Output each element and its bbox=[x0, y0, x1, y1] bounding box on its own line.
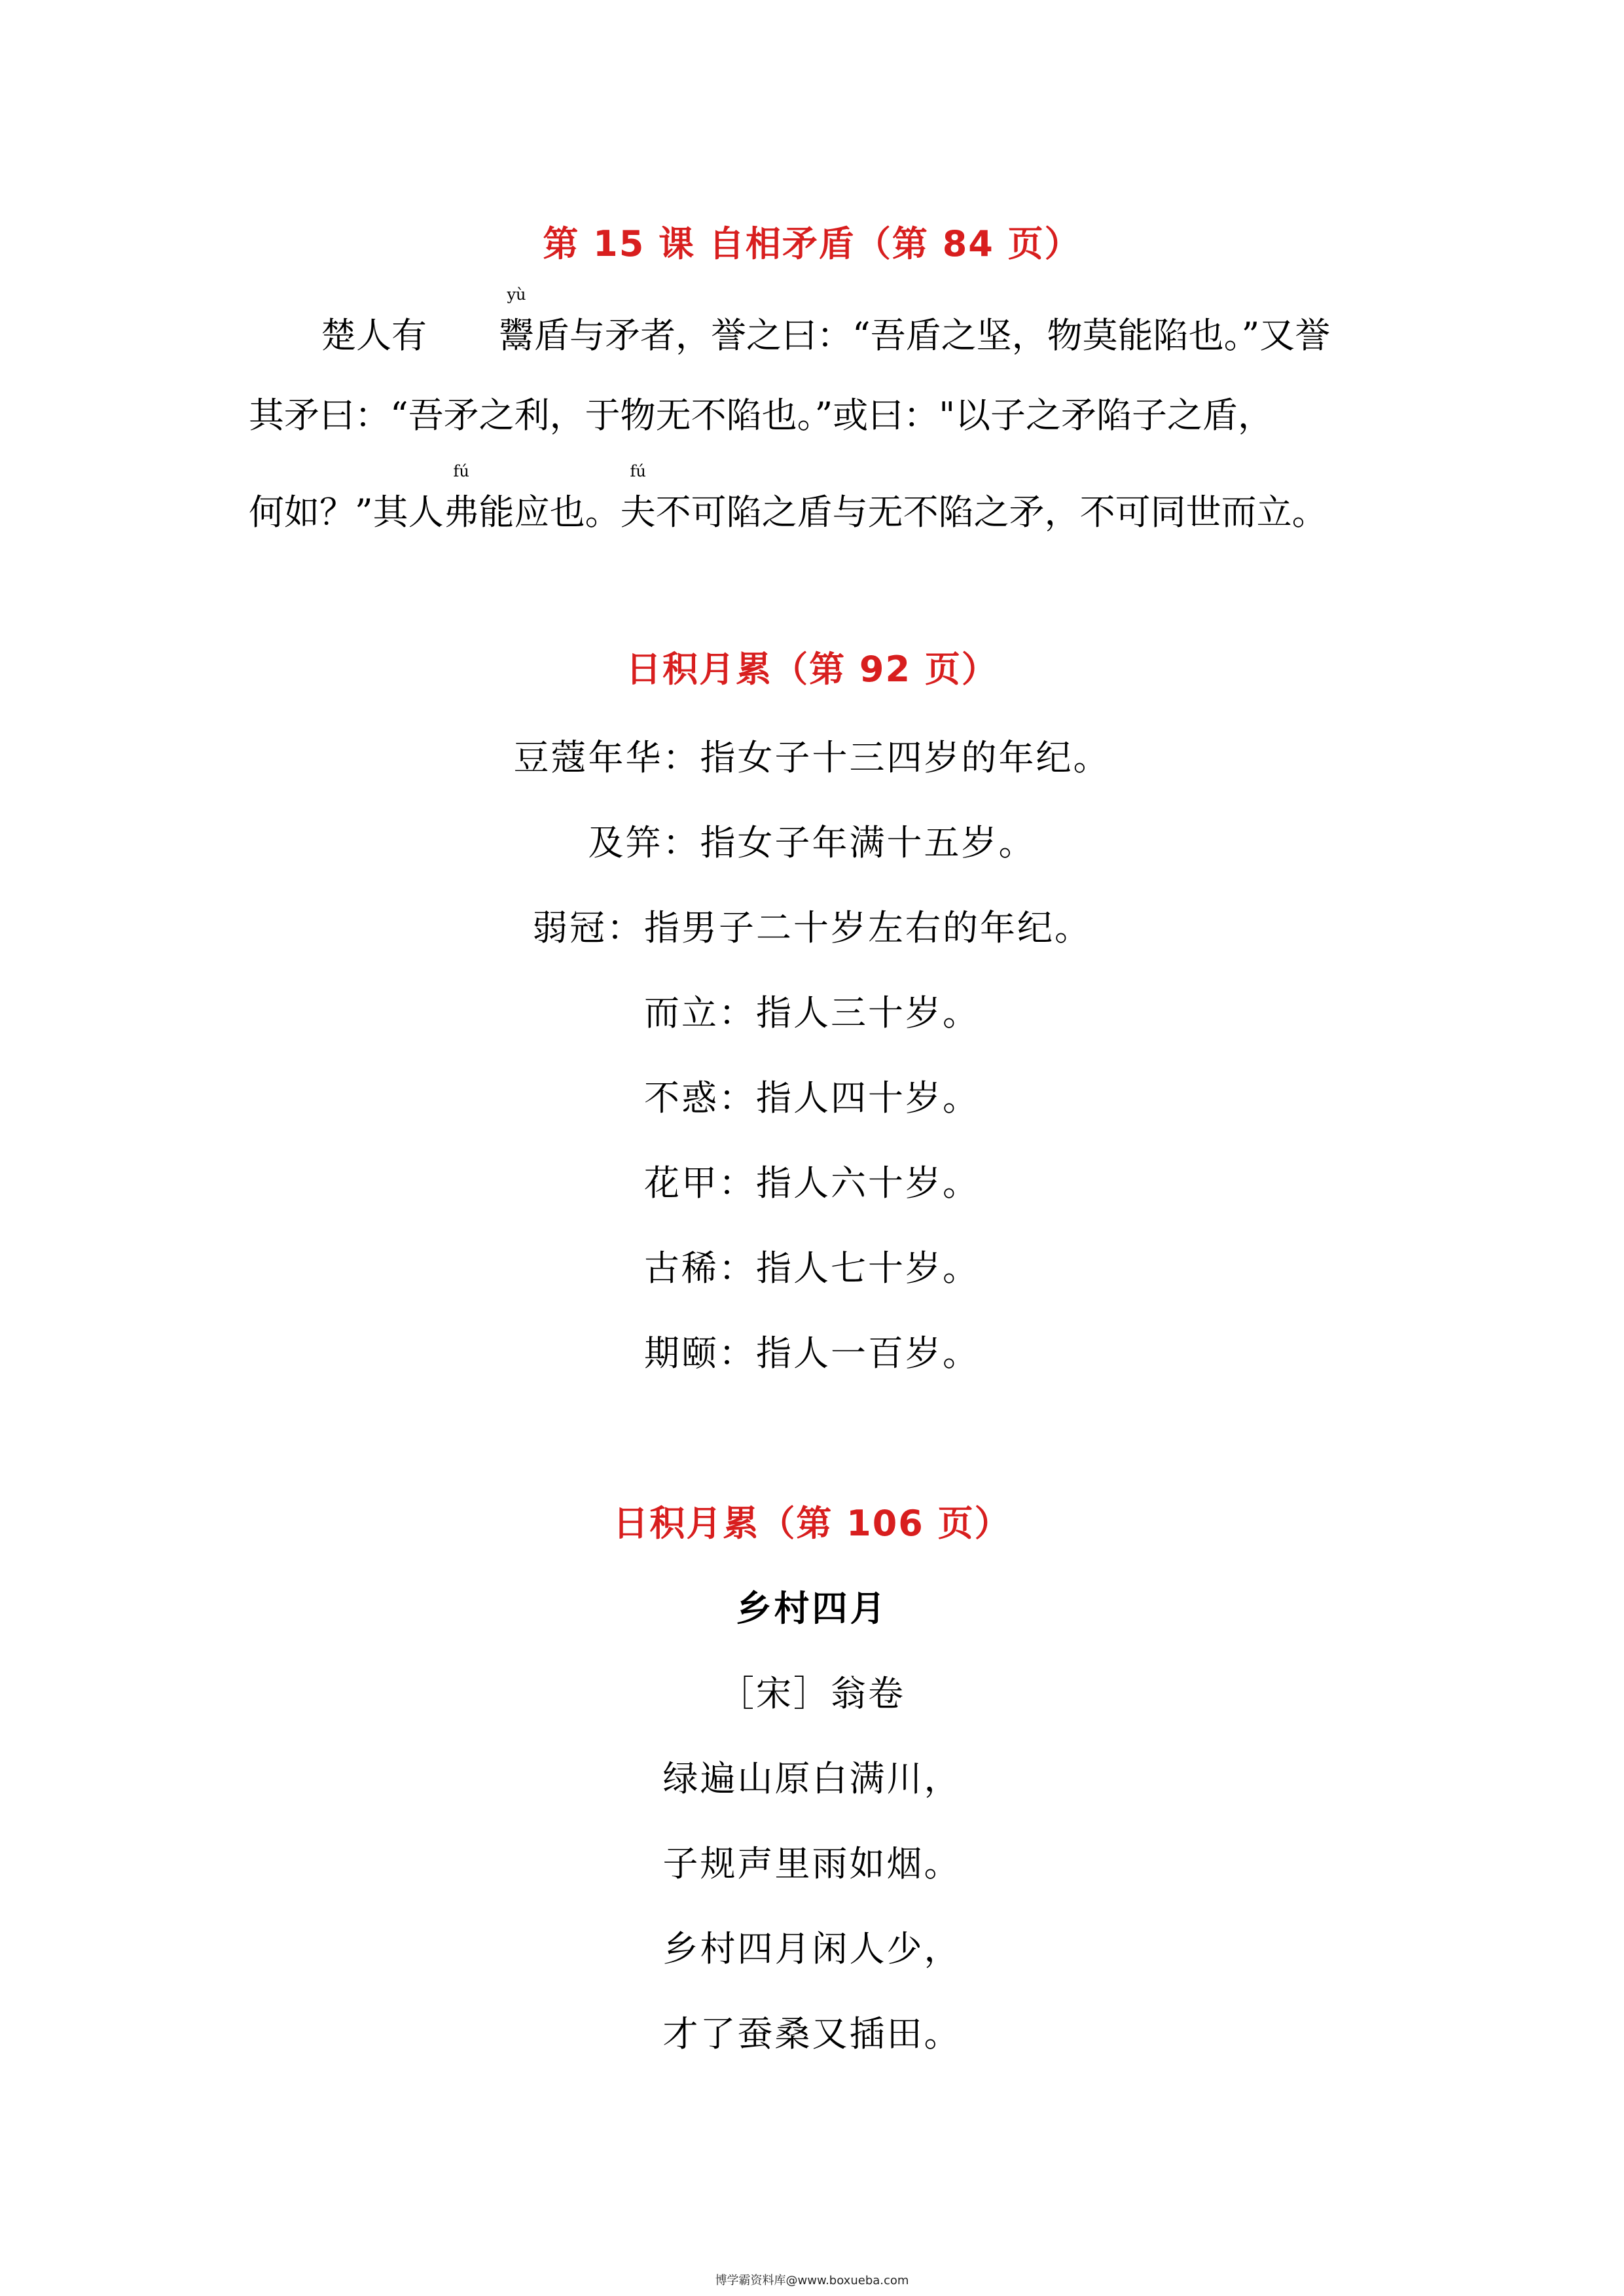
ruby-char: 鬻 bbox=[499, 315, 534, 356]
poem-author: ［宋］翁卷 bbox=[719, 1673, 905, 1714]
text-segment: 盾与矛者，誉之曰：“吾盾之坚，物莫能陷也。”又誉 bbox=[534, 315, 1331, 356]
riji92-item: 而立：指人三十岁。 bbox=[644, 992, 980, 1033]
ruby-fu-2 bbox=[620, 462, 656, 535]
lesson15-line-3 bbox=[249, 462, 1388, 535]
text-segment: 楚人有 bbox=[321, 315, 427, 356]
lesson15-line-2: 其矛曰：“吾矛之利，于物无不陷也。”或曰："以子之矛陷子之盾， bbox=[249, 395, 1274, 436]
text-segment: 不可陷之盾与无不陷之矛，不可同世而立。 bbox=[655, 492, 1327, 533]
riji92-item: 花甲：指人六十岁。 bbox=[644, 1162, 980, 1204]
pinyin-annotation: fú bbox=[630, 462, 646, 480]
pinyin-annotation: yù bbox=[507, 285, 526, 304]
riji92-item: 弱冠：指男子二十岁左右的年纪。 bbox=[532, 907, 1092, 948]
riji106-heading: 日积月累（第 106 页） bbox=[613, 1503, 1011, 1544]
ruby-yu bbox=[427, 285, 534, 358]
ruby-char: 夫 bbox=[620, 492, 656, 533]
text-segment: 能应也。 bbox=[478, 492, 621, 533]
pinyin-annotation: fú bbox=[453, 462, 469, 480]
ruby-char: 弗 bbox=[443, 492, 479, 533]
riji92-item: 期颐：指人一百岁。 bbox=[644, 1333, 980, 1374]
poem-line: 乡村四月闲人少， bbox=[662, 1928, 962, 1969]
footer-watermark: 博学霸资料库@www.boxueba.com bbox=[715, 2274, 909, 2287]
lesson15-heading: 第 15 课 自相矛盾（第 84 页） bbox=[543, 223, 1081, 264]
poem-line: 才了蚕桑又插田。 bbox=[662, 2013, 962, 2054]
poem-title: 乡村四月 bbox=[736, 1588, 888, 1629]
riji92-heading: 日积月累（第 92 页） bbox=[626, 649, 998, 690]
riji92-item: 不惑：指人四十岁。 bbox=[644, 1077, 980, 1119]
riji92-item: 古稀：指人七十岁。 bbox=[644, 1247, 980, 1289]
riji92-item: 豆蔻年华：指女子十三四岁的年纪。 bbox=[513, 737, 1111, 778]
poem-line: 子规声里雨如烟。 bbox=[662, 1843, 962, 1884]
text-segment: 何如？”其人 bbox=[249, 492, 444, 533]
ruby-fu-1 bbox=[443, 462, 479, 535]
lesson15-line-1 bbox=[249, 285, 1388, 358]
poem-line: 绿遍山原白满川， bbox=[662, 1758, 962, 1799]
riji92-item: 及笄：指女子年满十五岁。 bbox=[588, 822, 1036, 863]
